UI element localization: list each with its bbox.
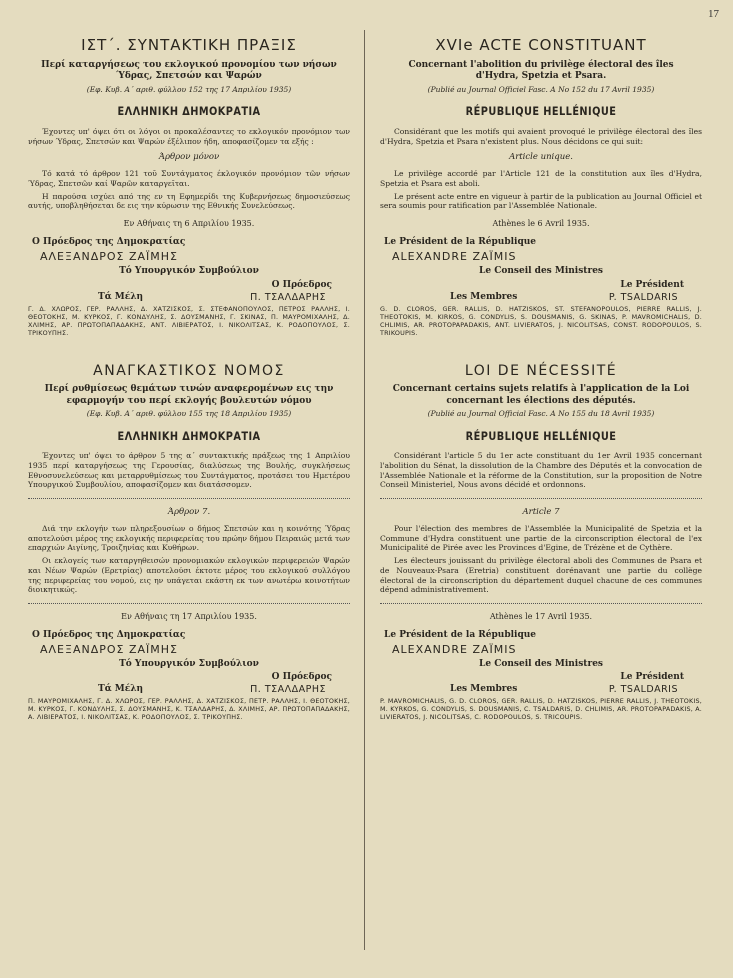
greek-law-title: ΑΝΑΓΚΑΣΤΙΚΟΣ ΝΟΜΟΣ	[93, 362, 285, 379]
french-law-republic-heading: RÉPUBLIQUE HELLÉNIQUE	[465, 428, 617, 443]
french-law-members-list: P. MAVROMICHALIS, G. D. CLOROS, GER. RALLIS, D. HATZISKOS, PIERRE RALLIS, J. THEOTOKIS, M. KYRKOS, G. CONDYLIS, S. DOUSMANIS, C. TSALDARIS, D. CHLIMIS, AR. PROTOPAPADAKIS, A. LIVIERATOS, J. NICOLITSAS, C. RODOPOULOS, S. TRICOUPIS.	[380, 697, 702, 722]
french-law-members-label: Les Membres	[450, 684, 518, 695]
greek-act-members-list: Γ. Δ. ΧΛΩΡΟΣ, ΓΕΡ. ΡΑΛΛΗΣ, Δ. ΧΑΤΖΙΣΚΟΣ, Σ. ΣΤΕΦΑΝΟΠΟΥΛΟΣ, ΠΕΤΡΟΣ ΡΑΛΛΗΣ, Ι. ΘΕΟΤΟΚΗΣ, Μ. ΚΥΡΚΟΣ, Γ. ΚΟΝΔΥΛΗΣ, Σ. ΔΟΥΣΜΑΝΗΣ, Γ. ΣΚΙΝΑΣ, Π. ΜΑΥΡΟΜΙΧΑΛΗΣ, Δ. ΧΛΙΜΗΣ, ΑΡ. ΠΡΩΤΟΠΑΠΑΔΑΚΗΣ, ΑΝΤ. ΛΙΒΙΕΡΑΤΟΣ, Ι. ΝΙΚΟΛΙΤΣΑΣ, Κ. ΡΟΔΟΠΟΥΛΟΣ, Σ. ΤΡΙΚΟΥΠΗΣ.	[28, 304, 350, 337]
french-law-president-name: ALEXANDRE ZAÏMIS	[392, 642, 517, 656]
column-divider	[364, 30, 365, 950]
greek-act-date: Εν Αθήναις τη 6 Απριλίου 1935.	[123, 219, 255, 229]
greek-act-section	[28, 36, 350, 337]
french-act-members-list: G. D. CLOROS, GER. RALLIS, D. HATZISKOS, ST. STEFANOPOULOS, PIERRE RALLIS, J. THEOTOKIS, M. KIRKOS, G. CONDYLIS, S. DOUSMANIS, G. SKINAS, P. MAVROMICHALIS, D. CHLIMIS, AR. PROTOPAPADAKIS, ANT. LIVIERATOS, J. NICOLITSAS, CONST. RODOPOULOS, S. TRIKOUPIS.	[380, 304, 702, 337]
greek-law-members-list: Π. ΜΑΥΡΟΜΙΧΑΛΗΣ, Γ. Δ. ΧΛΩΡΟΣ, ΓΕΡ. ΡΑΛΛΗΣ, Δ. ΧΑΤΖΙΣΚΟΣ, ΠΕΤΡ. ΡΑΛΛΗΣ, Ι. ΘΕΟΤΟΚΗΣ, Μ. ΚΥΡΚΟΣ, Γ. ΚΟΝΔΥΛΗΣ, Σ. ΔΟΥΣΜΑΝΗΣ, Κ. ΤΣΑΛΔΑΡΗΣ, Δ. ΧΛΙΜΗΣ, ΑΡ. ΠΡΩΤΟΠΑΠΑΔΑΚΗΣ, Α. ΛΙΒΙΕΡΑΤΟΣ, Ι. ΝΙΚΟΛΙΤΣΑΣ, Κ. ΡΟΔΟΠΟΥΛΟΣ, Σ. ΤΡΙΚΟΥΠΗΣ.	[28, 697, 350, 722]
french-act-pm-name: P. TSALDARIS	[608, 291, 678, 303]
greek-law-gazette-ref: (Εφ. Κυβ. Α΄ αριθ. φύλλου 155 της 18 Απριλίου 1935)	[86, 408, 292, 418]
french-act-republic-heading: RÉPUBLIQUE HELLÉNIQUE	[465, 104, 617, 119]
greek-act-pm-title: Ο Πρόεδρος	[271, 279, 332, 290]
french-law-pm-name: P. TSALDARIS	[608, 684, 678, 696]
french-law-article-paragraph: Pour l'élection des membres de l'Assemblée la Municipalité de Spetzia et la Commune d'Hydra constituent une partie de la circonscription électoral de l'ex Municipalité de Pirée avec les Provinces d'Egine, de Trézène et de Cythère.	[380, 524, 702, 553]
greek-law-pm-name: Π. ΤΣΑΛΔΑΡΗΣ	[250, 684, 326, 696]
greek-act-article-paragraph: Η παρούσα ισχύει από της εν τη Εφημερίδι της Κυβερνήσεως δημοσιεύσεως αυτής, υποβληθήσεται δε εις την κύρωσιν της Εθνικής Συνελεύσεως.	[28, 191, 350, 211]
greek-act-preamble: Έχοντες υπ' όψει ότι οι λόγοι οι προκαλέσαντες το εκλογικόν προνόμιον των νήσων Ύδρας, Σπετσών και Ψαρών έξέλιπον ήδη, αποφασίζομεν τα εξής :	[28, 127, 350, 146]
greek-law-section	[28, 363, 350, 722]
greek-act-republic-heading: ΕΛΛΗΝΙΚΗ ΔΗΜΟΚΡΑΤΙΑ	[117, 104, 261, 119]
french-law-preamble: Considérant l'article 5 du 1er acte constituant du 1er Avril 1935 concernant l'abolition du Sénat, la dissolution de la Chambre des Députés et la convocation de l'Assemblée Nationale et la réforme de la Constitution, sur la proposition de Notre Conseil Ministeriel, Nous avons décidé et ordonnons.	[380, 451, 702, 490]
french-act-council: Le Conseil des Ministres	[479, 266, 603, 277]
french-act-date: Athènes le 6 Avril 1935.	[492, 219, 590, 229]
greek-law-members-label: Τά Μέλη	[98, 684, 144, 695]
french-act-article-paragraph: Le privilège accordé par l'Article 121 de la constitution aux îles d'Hydra, Spetzia et Psara est aboli.	[380, 169, 702, 189]
french-act-pm-title: Le Président	[620, 279, 684, 290]
french-law-article-paragraph: Les électeurs jouissant du privilège électoral aboli des Communes de Psara et de Nouveaux-Psara (Eretria) constituent dorénavant une partie du collège électoral de la circonscription du département duquel chacune de ces communes dépend administrativement.	[380, 556, 702, 595]
french-law-council: Le Conseil des Ministres	[479, 658, 603, 669]
dotted-separator	[380, 498, 702, 499]
greek-act-pm-name: Π. ΤΣΑΛΔΑΡΗΣ	[250, 291, 326, 303]
greek-law-republic-heading: ΕΛΛΗΝΙΚΗ ΔΗΜΟΚΡΑΤΙΑ	[117, 428, 261, 443]
french-law-signature-row	[380, 672, 702, 694]
page-number: 17	[708, 8, 719, 20]
french-law-date: Athènes le 17 Avril 1935.	[489, 612, 593, 622]
french-act-president-title: Le Président de la République	[384, 237, 537, 248]
french-act-preamble: Considérant que les motifs qui avaient provoqué le privilège électoral des îles d'Hydra, Spetzia et Psara n'existent plus. Nous décidons ce qui suit:	[380, 127, 702, 146]
greek-law-president-name: ΑΛΕΞΑΝΔΡΟΣ ΖΑΪΜΗΣ	[40, 642, 178, 656]
french-law-gazette-ref: (Publié au Journal Official Fasc. A No 155 du 18 Avril 1935)	[427, 408, 655, 418]
greek-act-president-title: Ο Πρόεδρος της Δημοκρατίας	[32, 237, 186, 248]
greek-column	[28, 30, 350, 727]
dotted-separator	[380, 603, 702, 604]
french-law-subtitle: Concernant certains sujets relatifs à l'application de la Loi concernant les élections des députés.	[392, 384, 690, 406]
dotted-separator	[28, 603, 350, 604]
dotted-separator	[28, 498, 350, 499]
greek-law-date: Εν Αθήναις τη 17 Απριλίου 1935.	[121, 612, 257, 622]
greek-law-subtitle: Περί ρυθμίσεως θεμάτων τινών αναφερομένων εις την εφαρμογήν του περί εκλογής βουλευτών νόμου	[44, 384, 334, 406]
french-act-title: XVIe ACTE CONSTITUANT	[435, 36, 647, 54]
french-act-article-title: Article unique.	[509, 152, 573, 163]
french-act-gazette-ref: (Publié au Journal Officiel Fasc. A No 152 du 17 Avril 1935)	[427, 84, 655, 94]
greek-law-pm-title: Ο Πρόεδρος	[271, 672, 332, 683]
greek-act-subtitle: Περί καταργήσεως του εκλογικού προνομίου των νήσων Ύδρας, Σπετσών και Ψαρών	[41, 60, 337, 82]
french-law-article-title: Article 7	[522, 507, 560, 518]
french-law-section	[380, 363, 702, 722]
french-act-signature-row	[380, 280, 702, 302]
greek-law-council: Τό Υπουργικόν Συμβούλιον	[119, 658, 259, 669]
french-law-president-title: Le Président de la République	[384, 630, 537, 641]
french-act-members-label: Les Membres	[450, 291, 518, 302]
greek-law-president-title: Ο Πρόεδρος της Δημοκρατίας	[32, 630, 186, 641]
greek-act-signature-row	[28, 280, 350, 302]
greek-act-gazette-ref: (Εφ. Κυβ. Α΄ αριθ. φύλλου 152 της 17 Απριλίου 1935)	[86, 84, 292, 94]
french-law-title: LOI DE NÉCESSITÉ	[464, 362, 618, 379]
greek-act-article-paragraph: Τό κατά τό άρθρον 121 τοῦ Συντάγματος έκλογικόν προνόμιον τῶν νήσων Ύδρας, Σπετσῶν καί Ψαρῶν καταργεῖται.	[28, 169, 350, 189]
french-act-article-paragraph: Le présent acte entre en vigueur à partir de la publication au Journal Officiel et sera soumis pour ratification par l'Assemblée Nationale.	[380, 191, 702, 211]
greek-act-council: Τό Υπουργικόν Συμβούλιον	[119, 266, 259, 277]
french-act-section	[380, 36, 702, 337]
greek-act-president-name: ΑΛΕΞΑΝΔΡΟΣ ΖΑΪΜΗΣ	[40, 249, 178, 263]
french-column	[380, 30, 702, 727]
french-act-president-name: ALEXANDRE ZAÏMIS	[392, 249, 517, 263]
greek-law-preamble: Έχοντες υπ' όψει το άρθρον 5 της α΄ συντακτικής πράξεως της 1 Απριλίου 1935 περί καταργήσεως της Γερουσίας, διαλύσεως της Βουλής, συγκλήσεως Εθνοσυνελεύσεως και μεταρρυθμίσεως του Συντάγματος, προτάσει του Ημετέρου Υπουργικού Συμβουλίου, αποφασίζομεν και διατάσσομεν.	[28, 451, 350, 490]
greek-law-signature-row	[28, 672, 350, 694]
french-act-subtitle: Concernant l'abolition du privilège électoral des îles d'Hydra, Spetzia et Psara.	[408, 60, 674, 82]
greek-act-title: ΙΣΤ΄. ΣΥΝΤΑΚΤΙΚΗ ΠΡΑΞΙΣ	[81, 36, 297, 54]
greek-law-article-paragraph: Διά την εκλογήν των πληρεξουσίων ο δήμος Σπετσών και η κοινότης Ύδρας αποτελούσι μέρος της εκλογικής περιφερείας του πρώην δήμου Πειραιώς μετά των επαρχιών Αιγίνης, Τροιζηνίας και Κυθήρων.	[28, 524, 350, 553]
greek-act-members-label: Τά Μέλη	[98, 291, 144, 302]
greek-act-article-title: Άρθρον μόνον	[158, 152, 220, 163]
greek-law-article-title: Άρθρον 7.	[167, 507, 211, 518]
french-law-pm-title: Le Président	[620, 672, 684, 683]
greek-law-article-paragraph: Οι εκλογείς των καταργηθεισών προνομιακών εκλογικών περιφερειών Ψαρών και Νέων Ψαρών (Ερετρίας) αποτελούσι έκτοτε μέρος του εκλογικού συλλόγου της περιφερείας του νομού, εις ην υπάγεται εκάστη εκ των ανωτέρω κοινοτήτων διοικητικώς.	[28, 556, 350, 595]
